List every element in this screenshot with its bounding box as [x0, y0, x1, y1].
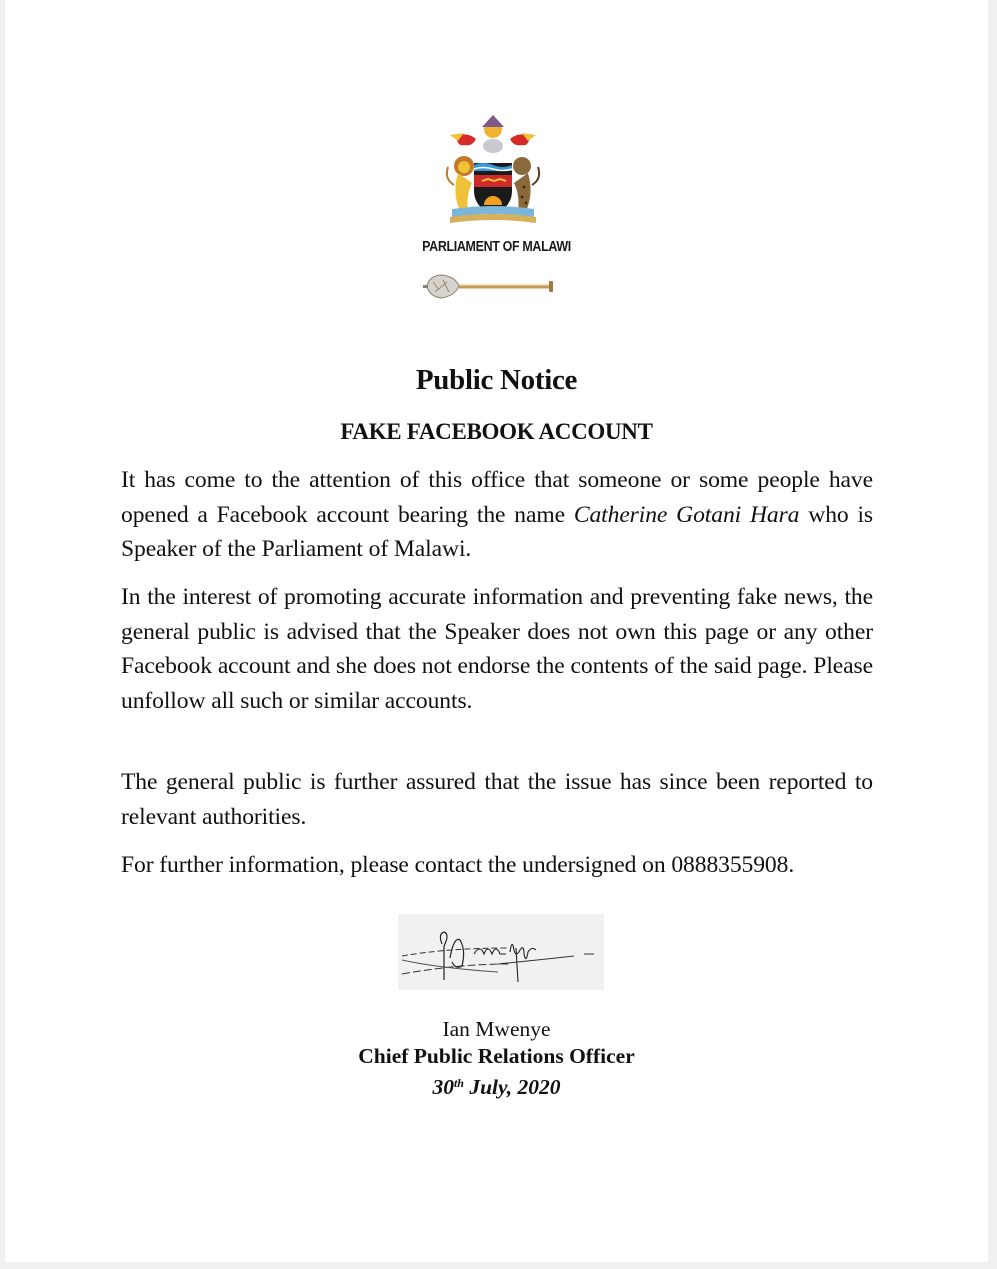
paragraph-1 — [121, 463, 873, 567]
date-day: 30 — [432, 1075, 454, 1099]
leopard-supporter — [513, 157, 539, 211]
date-month-year: July, 2020 — [463, 1075, 561, 1099]
signatory-position: Chief Public Relations Officer — [358, 1044, 635, 1068]
crest-sun — [482, 115, 504, 138]
notice-page — [5, 0, 988, 1262]
notice-date — [5, 1070, 988, 1101]
date-suffix: th — [453, 1076, 464, 1090]
lion-supporter — [447, 156, 474, 211]
coat-of-arms-logo — [438, 113, 548, 225]
mace-emblem — [421, 270, 561, 304]
organization-name: PARLIAMENT OF MALAWI — [422, 239, 571, 255]
crest-helmet — [483, 139, 503, 153]
paragraph-4: For further information, please contact the undersigned on 0888355908. — [121, 852, 795, 878]
signature-image — [398, 914, 604, 990]
speaker-name: Catherine Gotani Hara — [573, 501, 800, 528]
notice-title: Public Notice — [415, 364, 578, 396]
notice-subtitle: FAKE FACEBOOK ACCOUNT — [340, 419, 653, 444]
signatory-block — [5, 1016, 988, 1101]
paragraph-1-tail: who is Speaker of the Parliament of Malawi. — [121, 501, 873, 562]
paragraph-2: In the interest of promoting accurate information and preventing fake news, the general public is advised that the Speaker does not own this page or any other Facebook account and she does not endorse the contents of the said page. Please unfollow all such or similar accounts. — [121, 584, 873, 714]
paragraph-3: The general public is further assured that the issue has since been reported to relevant authorities. — [121, 769, 873, 830]
paragraph-1-lead: It has come to the attention of this office that someone or some people have opened a Facebook account bearing the name — [121, 467, 873, 528]
signatory-name: Ian Mwenye — [442, 1017, 551, 1041]
